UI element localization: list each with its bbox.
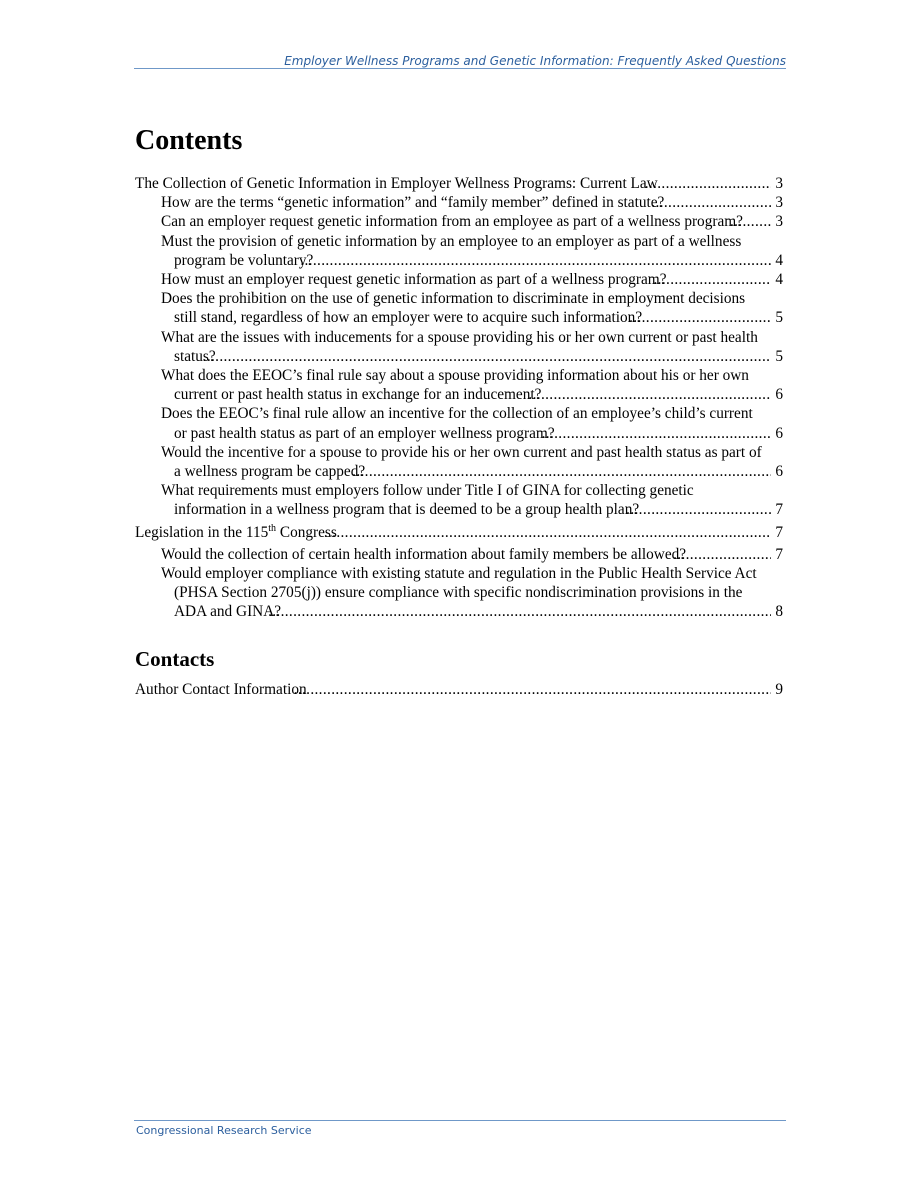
toc-entry[interactable]: [135, 564, 783, 622]
toc-entry-text: How are the terms “genetic information” and “family member” defined in statute? .....: [161, 194, 664, 211]
toc-page-number: 9: [771, 680, 783, 699]
toc-page-number: 3: [771, 174, 783, 193]
toc-entry[interactable]: [135, 212, 783, 231]
toc-entry-text: The Collection of Genetic Information in Employer Wellness Programs: Current Law .....: [135, 175, 658, 192]
toc-page-number: 6: [771, 462, 783, 481]
toc-entry[interactable]: [135, 193, 783, 212]
toc-entry-text: What are the issues with inducements for a spouse providing his or her own current or past health status? .....: [161, 329, 758, 365]
toc-entry[interactable]: [135, 328, 783, 366]
toc-page-number: 6: [771, 424, 783, 443]
toc-entry[interactable]: [135, 174, 783, 193]
toc-entry[interactable]: [135, 366, 783, 404]
toc-entry[interactable]: [135, 289, 783, 327]
toc-page-number: 8: [771, 602, 783, 621]
header-divider: [134, 68, 786, 69]
toc-page-number: 3: [771, 193, 783, 212]
toc-page-number: 7: [771, 500, 783, 519]
toc-entry-text: Would employer compliance with existing statute and regulation in the Public Health Service Act (PHSA Section 2705(j)) ensure compliance with specific nondiscrimination provisions in the ADA and GINA? .....: [161, 565, 757, 620]
toc-entry[interactable]: [135, 545, 783, 564]
toc-page-number: 6: [771, 385, 783, 404]
superscript: th: [268, 522, 277, 534]
running-header: Employer Wellness Programs and Genetic Information: Frequently Asked Questions: [284, 54, 786, 68]
contents-title: Contents: [135, 125, 243, 156]
contacts-list: [135, 680, 783, 699]
toc-page-number: 4: [771, 251, 783, 270]
footer-organization: Congressional Research Service: [136, 1124, 312, 1137]
toc-page-number: 7: [771, 523, 783, 542]
toc-page-number: 5: [771, 308, 783, 327]
main-content: [135, 124, 783, 699]
contents-list: [135, 174, 783, 622]
toc-entry-text: Would the collection of certain health information about family members be allowed? .....: [161, 546, 686, 563]
toc-entry[interactable]: [135, 270, 783, 289]
toc-entry-text: How must an employer request genetic information as part of a wellness program? .....: [161, 271, 667, 288]
toc-page-number: 4: [771, 270, 783, 289]
toc-page-number: 7: [771, 545, 783, 564]
toc-entry[interactable]: [135, 232, 783, 270]
toc-entry-text: What requirements must employers follow under Title I of GINA for collecting genetic information in a wellness program that is deemed to be a group health plan? .....: [161, 482, 694, 518]
toc-page-number: 3: [771, 212, 783, 231]
toc-entry-text: Legislation in the 115th Congress .....: [135, 524, 337, 541]
toc-entry-text: Can an employer request genetic information from an employee as part of a wellness program? .....: [161, 213, 743, 230]
footer-divider: [134, 1120, 786, 1121]
toc-entry-text: Must the provision of genetic information by an employee to an employer as part of a wellness program be voluntary? .....: [161, 233, 741, 269]
toc-entry[interactable]: [135, 404, 783, 442]
toc-entry-text: Does the prohibition on the use of genetic information to discriminate in employment decisions still stand, regardless of how an employer were to acquire such information? .....: [161, 290, 745, 326]
toc-entry-text: Author Contact Information .....: [135, 681, 307, 698]
toc-entry-text: Does the EEOC’s final rule allow an incentive for the collection of an employee’s child’s current or past health status as part of an employer wellness program? .....: [161, 405, 753, 441]
toc-entry[interactable]: [135, 523, 783, 542]
toc-entry-text: What does the EEOC’s final rule say about a spouse providing information about his or her own current or past health status in exchange for an inducement? .....: [161, 367, 749, 403]
toc-entry[interactable]: [135, 443, 783, 481]
toc-entry-text: Would the incentive for a spouse to provide his or her own current and past health status as part of a wellness program be capped? .....: [161, 444, 762, 480]
toc-entry[interactable]: [135, 680, 783, 699]
toc-entry[interactable]: [135, 481, 783, 519]
toc-page-number: 5: [771, 347, 783, 366]
contacts-title: Contacts: [135, 646, 215, 671]
